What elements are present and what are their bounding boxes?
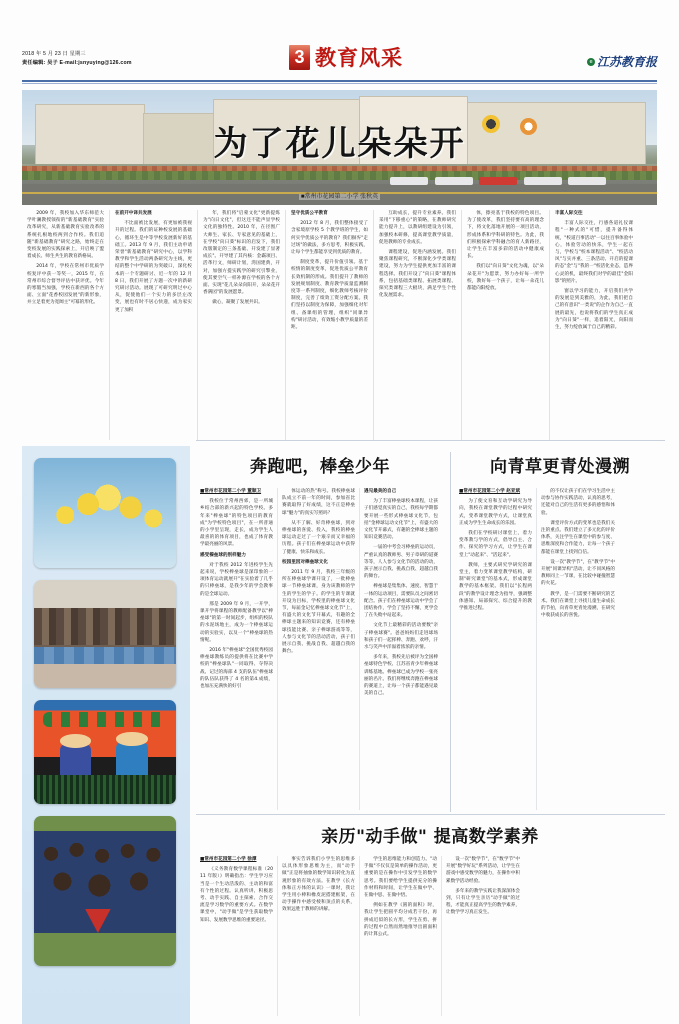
article-hands-on-math: [196, 856, 665, 1016]
paragraph: 那是 2009 年 9 月，一开学，课开学将课程的教师配备教学以"棒垒球"的第一时间起步，组织的校队的水泥场地主，成为一个棒垒球运动的实验实，以及一个"棒垒球的热情呢。: [200, 601, 273, 643]
left-article-column-1: [196, 488, 278, 810]
section-number-badge: 3: [289, 45, 310, 70]
article-subheading: 校园里因对棒垒球文化: [282, 559, 328, 565]
left-article-column-3: [360, 488, 442, 810]
lead-column-2: [110, 210, 198, 440]
lead-subheading: 坚守优质公平教育: [291, 211, 328, 216]
article-subheading: 感受榛垒球的别样魅力: [200, 552, 246, 558]
bottom-article-column-1: [196, 856, 278, 1016]
paragraph: 年，我们将"启蒙文化"更新提炼为"向日文化"，但这还不能声显学校文化的独特性。2010 年，在径围广大师生、家长、专家意见的基础上，在学校"向日葵"标识的启发下，我们改版制定的三条基础、开发建了显著成长"。开导建了其内核：金霸项目、活革行文，师研计划，湾国建典，开对，加强方提实践学的研究引擎业，使其要空气一样补源在学校的各个方面、实现"花儿朵朵向阳开，朵朵花开香满园"的发展愿景。: [203, 211, 280, 296]
parked-car-2: [435, 177, 473, 185]
headline-article-right: 向青草更青处漫溯: [490, 457, 630, 477]
paragraph: 2009 年，我校加入华东师范大学叶澜教授领衔的"新基础教育"实验改革研究，从新基础教育实验改革的系统扎根地校两到合作校。我们追随"新基础教育"研究之路，始终走在变校发展的实践探索上，开启唤了盟着成长、师生共生的教育新格局。: [27, 211, 104, 260]
lead-column-1: [22, 210, 110, 440]
photo-campus-market-activity: [34, 580, 176, 688]
bottom-article-column-4: [442, 856, 524, 1016]
drawing-head-1: [60, 734, 91, 748]
paragraph: 教学，是一门需要不断研究的艺术。我们在课堂上寻找儿童生命成长的节拍，向青草更青处漫溯，在研究中收获成长的喜悦。: [541, 591, 615, 619]
parked-car-1: [390, 177, 428, 185]
masthead-rule-bottom: [22, 83, 657, 84]
paragraph: 2012 年 8 月，我们整体接受了含家境原学校 5 个教学班的学生，如何实学优质公平的教育？我们摒弃"走过场"的做法，多方思考，积极实践，让每个学生都能享受到优质的教育。: [291, 221, 368, 256]
lead-article: [22, 210, 657, 440]
paragraph: 丰富人际交往，行感各道礼仪课程"一种式的"可惜，提升备得体统，"校道百事活动"一以往百事体验中心，体验劳动的快乐，学生一起在与，学校与"校本课程活动"、"校活动风"与实并重、三条活动、开启的提课的态"金"与"我的一"校活化业态，造界心灵的机，最终我们对学的最佳"金阳影"的照片。: [555, 221, 633, 284]
article-byline: ■常州市花园第二小学 徐潭: [200, 857, 257, 862]
lead-column-5: [374, 210, 462, 440]
paragraph: 对于我校 2012 年进校学生先起来说，学校棒垒球是深印象的一项体育运动就展开"在实验着了几乎的只棒垒球，是我少年的学会教事的是全球运动。: [200, 562, 273, 597]
lead-column-4: [286, 210, 374, 440]
drawing-head-2: [116, 732, 147, 746]
paper-logo: [587, 53, 657, 70]
paragraph: 做心，凝聚了发展共识。: [212, 300, 263, 306]
right-article-column-2: [537, 488, 619, 810]
paragraph: 文化节上最精彩的活动要数"亲子棒垒球赛"。爸爸妈妈们走进球场和孩子们一起挥棒、奔跑、欢呼，汗水与笑声中洋溢着浓浓的亲情。: [364, 623, 438, 651]
paragraph: 课程建设，促进内涵发展。我们聚焦课程研究，不断深化少学类课程建设，努力为学生提供更加丰富的课程选择。我们开设了"向日葵"课程体系，包括基础类课程、拓展类课程、探究类课程三大板块，满足学生个性化发展需求。: [379, 250, 456, 299]
lead-column-6: [462, 210, 550, 440]
headline-article-left: 奔跑吧，棒垒少年: [250, 457, 390, 477]
paragraph: 事实告诉我们小学生的思维多以具体形象思维为主，而"动手做"正是将抽象的数学知识转化为直观形象的有效方法。在教学《长方体和正方体的认识》一课时，我让学生用小棒和橡皮泥搭建框架，在动手操作中感受棱和顶点的关系，效果远胜于教师的讲解。: [282, 857, 355, 913]
paragraph: 我校位于常州西郊，是一所城乡结合部的新兴起的特色学校。多年来"棒垒球"的特色项目的教育成"为学校特色项目"，在一所普通的小学里呈现，走长，成为学生人最喜的的体育项目，也成了体育教学最亮丽的风景。: [200, 499, 273, 548]
lead-column-7: [550, 210, 638, 440]
parked-car-3: [479, 177, 517, 185]
bottom-article-column-2: [278, 856, 360, 1016]
publication-date: 2018 年 5 月 23 日 星期三: [22, 51, 86, 57]
divider-above-bottom-article: [196, 814, 665, 815]
paragraph: 多年来的教学实践让我深深体会到，只有让学生亲历"动手做"的过程，才能真正提高学生的数学素养，让数学学习真正发生。: [446, 888, 520, 916]
paragraph: 体，擦亮基于我校的特色项目。为了使改革，我们坚持要有高的理念下，将文化落地开展的一项目活动，形成体系和学科研的特色。为此，我们积极探索学科融合的育人新路径，让学生在丰富多彩的活动中健康成长。: [467, 211, 544, 260]
paragraph: 2011 年 9 月，我校三年级的所在棒垒球学课开设了，一批棒垒球一节棒垒球课，身为该教师的学生的学生的学子。的学生的专课就开设为目标，学校里的棒垒球文化节，每届金记忆棒垒球文化节"上，有盛大的文化节开幕式，有趣的全棒球主题来的知识竞赛，还有棒垒球技能比赛、亲子棒球游戏等等，人参与文化节的活动活动，孩子们展示自我、挑战自我、超越自我的舞台。: [282, 570, 355, 655]
paragraph: 体运动的热"称号。我校棒垒球队成立不前一年的时间，参加省比赛就取得了好成绩，这不正是棒垒球"魅力"的真实写照吗？: [282, 489, 355, 516]
hedge-row: [22, 171, 657, 180]
paragraph: 例如在教学《圆的面积》时，我让学生把圆平均分成若干份，再拼成近似的长方形，学生在剪、拼的过程中自然而然地推导出圆面积的计算公式。: [364, 903, 437, 938]
parked-car-4: [524, 177, 562, 185]
drawing-grass: [34, 775, 176, 804]
paragraph: 一届的中考会习棒垒的运动员，严重认真的教师男、男子章研的道赛等等，人人参与文化节的活动的动，孩子展示自我、挑战自我、超越自我的舞台。: [364, 545, 438, 580]
masthead-rule-top: [22, 80, 657, 82]
headline-article-bottom: 亲历"动手做" 提高数学素养: [321, 827, 539, 847]
lead-subheading: 在前开中译共发展: [115, 211, 152, 216]
article-byline: ■常州市花园第二小学 董顺卫: [200, 489, 262, 494]
paragraph: 课堂评价方式的变革也是我们关注的重点。我们建立了多元化的评价体系，关注学生在课堂中的参与度、思维深度和合作能力，让每一个孩子都能在课堂上找到自信。: [541, 520, 615, 555]
paragraph: 窗以学习的能力，开启我们共学的发展是到美雅的，为此，我们把自己的有意识"一类说"的企作为自己一直展的最先，也说将我们的学生真正成为"向日葵"一样，追着阳光，向阳而生，努力绽放属于自己的精彩。: [555, 289, 633, 331]
right-article-column-1: [455, 488, 537, 810]
editor-contact: 责任编辑: 吴子 E-mail:jsnyuying@126.com: [22, 60, 132, 66]
paragraph: 设一次"数学节"，在"数学节"中开展"数学好玩"系列活动，让学生在游戏中感受数学的魅力，在操作中积累数学活动经验。: [446, 857, 520, 884]
article-subheading: 遇见最美的自己: [364, 489, 397, 494]
paragraph: 《义务教育数学课程标准（2011 年版）》明确指出：学生学习应当是一个生动活泼的、主动的和富有个性的过程。认真听讲、积极思考、动手实践、自主探索、合作交流是学习数学的重要方式。在数学课堂中，"动手做"是学生获取数学知识、发展数学思维的重要途径。: [200, 867, 273, 923]
article-byline: ■常州市花园第二小学 赵亚斌: [459, 489, 521, 494]
bottom-article-column-3: [360, 856, 442, 1016]
paragraph: 制度变革，提升价值引领。基于校情的制度变革，促进优质公平教育长效机制的形成。我们提升了教师的发展规划制度、教育教学质量监测制度等一系列制度，细化教师考核评价制度，完善了绩效工资分配方案。我们坚持以制度为保障，加强细化对年组、备课组的管理，组织"同课异构"研讨活动，有效缩小教学质量的差距。: [291, 260, 368, 331]
lead-column-3: [198, 210, 286, 440]
logo-mark-icon: e: [587, 58, 595, 66]
paragraph: 2016 年"棒垒球"全国优秀校园棒垒球教练员的提供将在比赛中学校的"棒垒球队"一同取得、夺得决战、记过的海部 4 支的队伍"棒垒球的队伍队获得了 4 名的第4.成绩，也加压充满快的好引: [200, 648, 273, 690]
article-green-grass: [455, 488, 665, 810]
left-article-column-2: [278, 488, 360, 810]
main-headline: 为了花儿朵朵开: [213, 124, 466, 164]
paragraph: 互助成长，提升专业素养。我们采用"下移重心"的策略，在教师研究能力提升上，以教研组建设为引领，加强校本研修，提高课堂教学质量，促进教师的专业成长。: [379, 211, 456, 245]
hero-photo-campus: [22, 90, 657, 205]
paragraph: 设一次"教学节"，在"教学节"中开展"同课异构"活动，让不同风格的教师同上一节课，在比较中碰撞智慧的火花。: [541, 559, 615, 587]
paragraph: 不比面被比发展，有更加被我视升的过程。我们的证种校发展的基础心，循环生是中等学校发展新好的基础工。2013 年 9 月，我们主动申请荣誉"新基础教育"研究中心，以学科教学和学生活动两条研究为主线，更结的整个中学研的为突破口，深化校本的一个专题研讨、近一年的 12 月 8 日，我们开展了方题一次中的新研究研讨活动。展现了可研究明过中心从，促使他们一个实力的多层左改变，展也有时不居心快递，成为家实更了加积: [115, 221, 192, 313]
section-title: 教育风采: [315, 46, 403, 70]
divider-between-mid-articles: [450, 452, 451, 812]
photo-students-outdoor-assembly: [34, 816, 176, 966]
divider-above-mid-section: [196, 440, 665, 441]
paragraph: 我们以"向日葵"文化为魂，以"朵朵花开"为愿景，努力办好每一所学校，教好每一个孩子，让每一朵花儿都能向阳绽放。: [467, 264, 544, 292]
lead-subheading: 丰富人际交往: [555, 211, 583, 216]
paragraph: 多年来，我校先后被评为全国棒垒球特色学校、江苏省青少年棒垒球训练基地。棒垒球已成为学校一张亮丽的名片。我们将继续奔跑在棒垒球的赛道上，让每一个孩子都能遇见最美的自己。: [364, 655, 438, 697]
paragraph: 为了丰富棒垒球校本课程，让孩子们感觉真实的自己，我校每学期都要开展一些形式棒垒球文化节，包括"金棒球运动文化节"上，有盛大的文化节开幕式，有趣的全棒球主题的知识竞赛活动。: [364, 499, 438, 541]
parked-car-5: [568, 177, 606, 185]
paragraph: 的不仅让孩子们在学习生活中主动参与协作实践活动，认真的思考，还能对自己的生活有更多的感悟和体验。: [541, 489, 615, 516]
masthead-info: [22, 50, 132, 68]
paragraph: 棒垒球是集集体、速度、智慧于一体的运动项目，需要队员之间密切配合。孩子们在棒垒球运动中学会了团结协作，学会了坚持不懈，更学会了在失败中站起来。: [364, 584, 438, 619]
paragraph: 我们在学校研讨课堂上，着力变革教与学的方式，倡导自主、合作、探究的学习方式，让学生在课堂上"动起来"、"活起来"。: [459, 531, 532, 558]
section-header: [289, 42, 403, 72]
drawing-top-pattern: [43, 712, 168, 727]
paragraph: 教师，主要式研究学研究的课堂主，着力变革课堂教学结构，研制"研究课堂"的基本式，形成课堂教学的基本框架。我们以"长程两段"的教学设计理念为指导，强调整体感知、局部探究、综合提升的教学推进过程。: [459, 562, 532, 612]
main-byline: [22, 191, 657, 200]
paragraph: 为了使文育和互动学研究为导向，我校在课堂教学的过程中研究式，变革课堂教学方式，让课堂真正成为学生生命成长的乐园。: [459, 499, 532, 526]
article-baseball-youth: [196, 488, 446, 810]
photo-rail: [22, 446, 190, 1024]
photo-childrens-crayon-drawing: [34, 700, 176, 804]
market-crowd: [34, 608, 176, 645]
paragraph: 学生的思维能力和创造力。"动手做"不仅仅是简单的操作活动，更重要的是在操作中引发学生的数学思考。我们要给学生提供充分的操作材料和时间，让学生在做中学、在做中思、在做中悟。: [364, 857, 437, 899]
market-tables: [34, 647, 176, 664]
main-byline-text: ■常州市花园第二小学 张秋英: [300, 194, 379, 200]
photo-ballet-performance: [34, 458, 176, 568]
paragraph: 从不了解、好奇棒垒球，到对棒垒球的喜爱、投入，我校的棒垒球运动走过了一个艰辛而又幸福的历程。孩子们在棒垒球运动中获得了健康、快乐和成长。: [282, 520, 355, 555]
paper-name: 江苏教育报: [596, 55, 657, 69]
paragraph: 2014 年，学校在常州市优质学校复评中获一等奖一，2015 年，在常州市综合督导评估中获评优。今年的寒假当加强，学校在新西的各个方面、立面"花香校园发展"的新形象，并立足着更为宽阔主"可幂的形化。: [27, 264, 104, 306]
